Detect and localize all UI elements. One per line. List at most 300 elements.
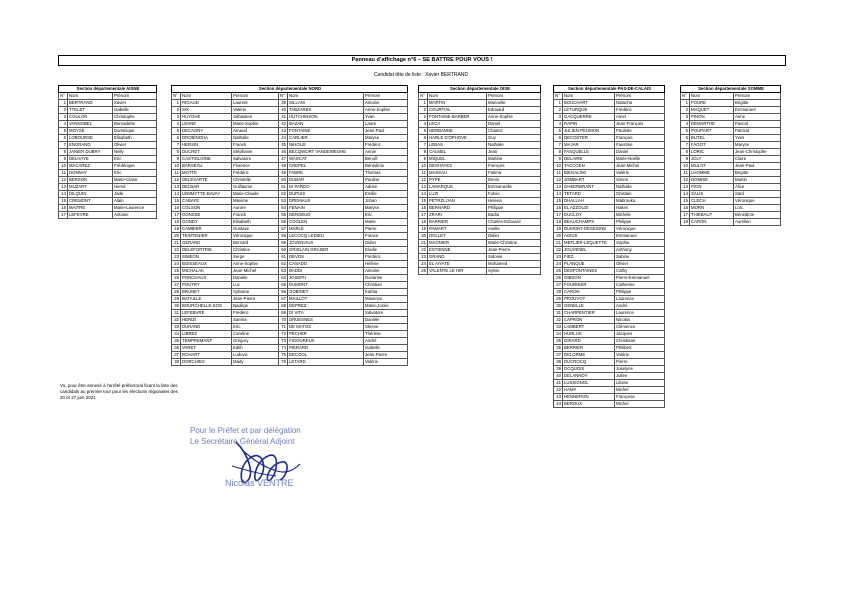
- table-row: [419, 128, 541, 135]
- row-number: 54: [279, 205, 288, 212]
- candidate-firstname: Sylvaine: [232, 289, 279, 296]
- candidate-firstname: Daniel: [615, 149, 665, 156]
- candidate-firstname: Ludovic: [232, 352, 279, 359]
- table-row: [172, 324, 408, 331]
- candidate-firstname: Hervé: [113, 184, 157, 191]
- candidate-surname: COULON: [68, 114, 113, 121]
- candidate-firstname: Nathalie: [487, 142, 541, 149]
- table-row: [419, 247, 541, 254]
- candidate-firstname: Alice: [734, 184, 781, 191]
- candidate-surname: FONTAINE-BARBER: [428, 114, 487, 121]
- table-row: [419, 177, 541, 184]
- candidate-firstname: Michel: [615, 401, 665, 408]
- candidate-surname: DEPREZ: [288, 303, 364, 310]
- candidate-surname: CREMONT: [68, 198, 113, 205]
- candidate-surname: LEBAS: [428, 142, 487, 149]
- row-number: 27: [554, 282, 563, 289]
- table-row: [554, 100, 665, 107]
- candidate-firstname: Saïd: [734, 191, 781, 198]
- row-number: 38: [172, 359, 181, 366]
- table-row: [172, 345, 408, 352]
- candidate-surname: ZRARI: [428, 212, 487, 219]
- candidate-surname: GHEERBRANT: [563, 184, 615, 191]
- candidate-surname: BARRIER: [428, 219, 487, 226]
- candidate-surname: MICHALAK: [181, 268, 232, 275]
- candidate-firstname: Maryse: [364, 135, 408, 142]
- table-row: [554, 247, 665, 254]
- candidate-firstname: Didier: [487, 233, 541, 240]
- row-number: 27: [172, 282, 181, 289]
- candidate-firstname: Nadège: [232, 303, 279, 310]
- candidate-firstname: Nathalie: [232, 135, 279, 142]
- table-row: [554, 254, 665, 261]
- candidate-surname: ENGRAND: [68, 142, 113, 149]
- section-title-row: [59, 86, 157, 93]
- candidate-surname: PION: [690, 184, 734, 191]
- candidate-surname: MASSAU: [428, 170, 487, 177]
- table-row: [681, 184, 781, 191]
- table-row: [172, 142, 408, 149]
- candidate-surname: CASADO: [288, 261, 364, 268]
- row-number: 11: [59, 170, 68, 177]
- column-header-row: [681, 93, 781, 100]
- table-row: [554, 163, 665, 170]
- candidate-firstname: Anne: [734, 114, 781, 121]
- candidate-firstname: François: [615, 135, 665, 142]
- row-number: 24: [554, 261, 563, 268]
- row-number: 10: [172, 163, 181, 170]
- candidate-firstname: François: [487, 163, 541, 170]
- row-number: 4: [419, 121, 428, 128]
- row-number: 40: [554, 373, 563, 380]
- row-number: 6: [681, 135, 690, 142]
- table-row: [59, 142, 157, 149]
- stamp-line-2: Le Secrétaire Général Adjoint: [190, 437, 295, 446]
- candidate-firstname: Ghislain: [615, 191, 665, 198]
- table-row: [419, 100, 541, 107]
- candidate-firstname: Gustave: [232, 226, 279, 233]
- candidate-surname: BOISSEAUX: [181, 261, 232, 268]
- col-header-nom: Nom: [690, 93, 734, 100]
- row-number: 64: [279, 275, 288, 282]
- candidate-firstname: Marie-Noëlle: [615, 156, 665, 163]
- candidate-surname: MIQUEL: [428, 156, 487, 163]
- table-row: [419, 121, 541, 128]
- row-number: 24: [419, 261, 428, 268]
- table-row: [554, 352, 665, 359]
- row-number: 21: [554, 240, 563, 247]
- table-row: [419, 240, 541, 247]
- candidate-surname: BRUNET: [181, 289, 232, 296]
- candidate-firstname: Daniel: [487, 121, 541, 128]
- row-number: 17: [419, 212, 428, 219]
- row-number: 16: [681, 205, 690, 212]
- candidate-surname: DELBAR: [181, 184, 232, 191]
- row-number: 52: [279, 191, 288, 198]
- row-number: 24: [172, 261, 181, 268]
- candidate-firstname: Jean-Pierre: [487, 247, 541, 254]
- candidate-surname: LUZI: [428, 191, 487, 198]
- row-number: 17: [681, 212, 690, 219]
- row-number: 76: [279, 359, 288, 366]
- candidate-firstname: Pascal: [734, 121, 781, 128]
- table-row: [419, 191, 541, 198]
- candidate-surname: LHOMME: [690, 170, 734, 177]
- candidate-firstname: Anne-Sophie: [364, 107, 408, 114]
- candidate-firstname: Bénédicte: [734, 212, 781, 219]
- row-number: 26: [172, 275, 181, 282]
- table-row: [59, 107, 157, 114]
- candidate-firstname: Danièle: [232, 275, 279, 282]
- candidate-firstname: Didier: [364, 240, 408, 247]
- table-row: [554, 177, 665, 184]
- row-number: 5: [681, 128, 690, 135]
- table-row: [59, 156, 157, 163]
- candidate-firstname: Caroline: [232, 331, 279, 338]
- candidate-firstname: Jean-François: [615, 121, 665, 128]
- candidate-surname: GENELLE: [563, 303, 615, 310]
- table-row: [554, 303, 665, 310]
- candidate-surname: DUCLOY: [563, 212, 615, 219]
- row-number: 16: [172, 205, 181, 212]
- col-header-num: N°: [419, 93, 428, 100]
- table-row: [172, 177, 408, 184]
- col-header-num: N°: [279, 93, 288, 100]
- row-number: 69: [279, 310, 288, 317]
- candidate-firstname: France: [364, 233, 408, 240]
- table-row: [554, 317, 665, 324]
- candidate-firstname: Franck: [232, 212, 279, 219]
- table-row: [554, 191, 665, 198]
- candidate-surname: HUYGHE: [181, 114, 232, 121]
- col-header-num: N°: [681, 93, 690, 100]
- candidate-firstname: Sophie: [615, 240, 665, 247]
- candidate-surname: LOBOURSE: [68, 135, 113, 142]
- row-number: 29: [172, 296, 181, 303]
- table-row: [554, 296, 665, 303]
- candidate-surname: DENOEUD: [288, 212, 364, 219]
- candidate-firstname: Maryse: [734, 142, 781, 149]
- candidate-firstname: Clémence: [615, 324, 665, 331]
- table-row: [172, 121, 408, 128]
- page-title: Panneau d’affichage n°6 – SE BATTRE POUR VOUS !: [58, 55, 786, 66]
- candidate-firstname: Thérèse: [364, 331, 408, 338]
- table-row: [681, 156, 781, 163]
- candidate-surname: DONNAY: [68, 170, 113, 177]
- table-row: [419, 163, 541, 170]
- row-number: 39: [279, 100, 288, 107]
- candidate-surname: JANIER DUBRY: [68, 149, 113, 156]
- table-row: [681, 198, 781, 205]
- table-row: [172, 128, 408, 135]
- candidate-surname: LIBREZ: [181, 331, 232, 338]
- candidate-firstname: Laurence: [615, 296, 665, 303]
- row-number: 2: [419, 107, 428, 114]
- col-header-prenom: Prénom: [734, 93, 781, 100]
- candidate-firstname: Manoelle: [487, 100, 541, 107]
- row-number: 26: [554, 275, 563, 282]
- row-number: 62: [279, 261, 288, 268]
- table-row: [554, 282, 665, 289]
- candidate-firstname: Anne-Sophie: [487, 114, 541, 121]
- row-number: 2: [172, 107, 181, 114]
- candidate-firstname: Antoine: [364, 100, 408, 107]
- candidate-surname: HERIZI: [181, 317, 232, 324]
- candidate-surname: DORCHIES: [181, 359, 232, 366]
- candidate-surname: PAMART: [428, 226, 487, 233]
- table-row: [419, 107, 541, 114]
- candidate-firstname: Serge: [232, 254, 279, 261]
- candidate-surname: BERNARD: [428, 205, 487, 212]
- candidate-firstname: Christelle: [232, 177, 279, 184]
- table-row: [681, 135, 781, 142]
- row-number: 41: [554, 380, 563, 387]
- row-number: 46: [279, 149, 288, 156]
- row-number: 11: [419, 170, 428, 177]
- row-number: 57: [279, 226, 288, 233]
- candidate-surname: CABAYE: [181, 198, 232, 205]
- table-row: [554, 268, 665, 275]
- candidate-surname: JOMBART: [563, 177, 615, 184]
- candidate-surname: MAGNIER: [428, 240, 487, 247]
- candidate-surname: DECOOL: [288, 352, 364, 359]
- row-number: 49: [279, 170, 288, 177]
- row-number: 8: [681, 149, 690, 156]
- row-number: 23: [172, 254, 181, 261]
- candidate-firstname: Pierre: [615, 359, 665, 366]
- candidate-firstname: Salvatore: [232, 156, 279, 163]
- table-row: [172, 338, 408, 345]
- candidate-firstname: Paulette: [615, 128, 665, 135]
- table-row: [172, 219, 408, 226]
- candidate-firstname: Amel: [615, 114, 665, 121]
- candidate-firstname: Frédéric: [364, 254, 408, 261]
- candidate-surname: OCQUOIS: [563, 366, 615, 373]
- candidate-firstname: Michel: [615, 387, 665, 394]
- table-row: [59, 205, 157, 212]
- candidate-surname: ROHART: [181, 352, 232, 359]
- candidate-firstname: Véronique: [232, 233, 279, 240]
- candidate-firstname: Frédéric: [232, 310, 279, 317]
- col-header-num: N°: [554, 93, 563, 100]
- table-row: [172, 156, 408, 163]
- table-row: [554, 394, 665, 401]
- row-number: 44: [279, 135, 288, 142]
- section-title: Section départementale OISE: [419, 86, 541, 93]
- candidate-surname: VANNOBEL: [68, 121, 113, 128]
- table-row: [554, 184, 665, 191]
- table-row: [681, 100, 781, 107]
- col-header-num: N°: [59, 93, 68, 100]
- candidate-surname: DEVOS: [288, 254, 364, 261]
- row-number: 25: [419, 268, 428, 275]
- row-number: 18: [419, 219, 428, 226]
- row-number: 21: [172, 240, 181, 247]
- table-row: [172, 233, 408, 240]
- row-number: 23: [554, 254, 563, 261]
- row-number: 73: [279, 338, 288, 345]
- candidate-surname: CARON: [563, 289, 615, 296]
- candidate-surname: MULOT: [690, 163, 734, 170]
- candidate-surname: PROUVOT: [563, 296, 615, 303]
- table-row: [554, 212, 665, 219]
- table-row: [554, 114, 665, 121]
- table-row: [172, 247, 408, 254]
- candidate-surname: SILLANI: [288, 100, 364, 107]
- candidate-surname: BUTEL: [690, 135, 734, 142]
- candidate-surname: DURAND: [181, 324, 232, 331]
- candidate-surname: DECAGNY: [181, 128, 232, 135]
- candidate-surname: THIEBAUT: [690, 212, 734, 219]
- row-number: 1: [554, 100, 563, 107]
- candidate-surname: CAMBIER: [181, 226, 232, 233]
- candidate-surname: MAITRE: [68, 205, 113, 212]
- row-number: 61: [279, 254, 288, 261]
- row-number: 37: [172, 352, 181, 359]
- candidate-firstname: Benoît: [364, 156, 408, 163]
- candidate-surname: DOMISE: [690, 177, 734, 184]
- candidate-firstname: Bernard: [232, 240, 279, 247]
- row-number: 7: [419, 142, 428, 149]
- col-header-nom: Nom: [428, 93, 487, 100]
- candidate-firstname: Anne-Sophie: [232, 261, 279, 268]
- row-number: 22: [172, 247, 181, 254]
- candidate-surname: BEAUCHAMPS: [563, 219, 615, 226]
- row-number: 39: [554, 366, 563, 373]
- table-row: [554, 107, 665, 114]
- candidate-firstname: Christian: [364, 282, 408, 289]
- candidate-firstname: Jean-Michel: [232, 268, 279, 275]
- row-number: 13: [419, 184, 428, 191]
- table-row: [419, 198, 541, 205]
- table-row: [172, 205, 408, 212]
- candidate-surname: AGIUS: [563, 233, 615, 240]
- row-number: 48: [279, 163, 288, 170]
- table-row: [59, 177, 157, 184]
- candidate-firstname: Maxence: [364, 296, 408, 303]
- candidate-firstname: Guillaume: [232, 184, 279, 191]
- candidate-surname: JOUVENEL: [563, 247, 615, 254]
- candidate-surname: DECOSTER: [563, 135, 615, 142]
- row-number: 12: [554, 177, 563, 184]
- candidate-firstname: Danièle: [364, 317, 408, 324]
- candidate-surname: FIEZ: [563, 254, 615, 261]
- candidate-surname: BERTRAND: [68, 100, 113, 107]
- row-number: 31: [554, 310, 563, 317]
- candidate-firstname: Valérie: [232, 107, 279, 114]
- candidate-firstname: Eric: [364, 212, 408, 219]
- table-row: [554, 135, 665, 142]
- table-row: [554, 345, 665, 352]
- candidate-surname: LEFEVRE: [68, 212, 113, 219]
- candidate-firstname: Jean-Paul: [734, 163, 781, 170]
- candidate-firstname: Pierre: [364, 226, 408, 233]
- row-number: 18: [554, 219, 563, 226]
- candidate-firstname: Aurélien: [734, 219, 781, 226]
- table-row: [681, 149, 781, 156]
- candidate-surname: TEINTENIER: [181, 233, 232, 240]
- table-row: [172, 198, 408, 205]
- row-number: 7: [681, 142, 690, 149]
- row-number: 28: [554, 289, 563, 296]
- candidate-firstname: Axelle: [487, 226, 541, 233]
- row-number: 30: [554, 303, 563, 310]
- row-number: 55: [279, 212, 288, 219]
- candidate-firstname: Jean: [487, 149, 541, 156]
- row-number: 21: [419, 240, 428, 247]
- candidate-firstname: Marie-Claire: [113, 177, 157, 184]
- candidate-surname: BADDI: [288, 268, 364, 275]
- candidate-surname: DUMONT-DESEIGNE: [563, 226, 615, 233]
- candidate-surname: DESHAYES: [428, 163, 487, 170]
- candidate-surname: DELAIRE: [563, 156, 615, 163]
- table-row: [172, 310, 408, 317]
- candidate-surname: CAPRON: [563, 317, 615, 324]
- table-row: [681, 212, 781, 219]
- candidate-firstname: Sylvie: [487, 268, 541, 275]
- row-number: 7: [554, 142, 563, 149]
- row-number: 68: [279, 303, 288, 310]
- row-number: 19: [554, 226, 563, 233]
- table-row: [172, 303, 408, 310]
- section-table-oise: [418, 85, 541, 275]
- table-row: [554, 324, 665, 331]
- table-row: [172, 135, 408, 142]
- candidate-surname: LEFEBVRE: [181, 310, 232, 317]
- row-number: 33: [172, 324, 181, 331]
- table-row: [681, 114, 781, 121]
- row-number: 7: [172, 142, 181, 149]
- section-title: Section départementale PAS-DE-CALAIS: [554, 86, 665, 93]
- row-number: 15: [59, 198, 68, 205]
- section-title-row: [172, 86, 408, 93]
- row-number: 50: [279, 177, 288, 184]
- candidate-surname: MAJAR: [563, 142, 615, 149]
- table-row: [59, 121, 157, 128]
- candidate-surname: DREMAUX: [288, 198, 364, 205]
- row-number: 47: [279, 156, 288, 163]
- candidate-surname: RIGAUD: [181, 100, 232, 107]
- column-header-row: [59, 93, 157, 100]
- col-header-num: N°: [172, 93, 181, 100]
- table-row: [172, 226, 408, 233]
- row-number: 43: [279, 128, 288, 135]
- candidate-firstname: Fatima: [487, 170, 541, 177]
- candidate-firstname: Mabrouka: [615, 198, 665, 205]
- table-row: [172, 331, 408, 338]
- candidate-firstname: Catherine: [615, 282, 665, 289]
- candidate-firstname: Elodie: [364, 247, 408, 254]
- row-number: 37: [554, 352, 563, 359]
- candidate-firstname: Bénédicte: [364, 163, 408, 170]
- candidate-firstname: Luc: [232, 282, 279, 289]
- candidate-surname: JOSEPH: [288, 275, 364, 282]
- candidate-surname: MOTTE: [181, 170, 232, 177]
- candidate-firstname: Johan: [364, 198, 408, 205]
- table-row: [419, 170, 541, 177]
- row-number: 75: [279, 352, 288, 359]
- table-row: [554, 380, 665, 387]
- candidate-firstname: Eric: [113, 170, 157, 177]
- row-number: 8: [554, 149, 563, 156]
- row-number: 14: [59, 191, 68, 198]
- candidate-surname: BERRIER: [563, 345, 615, 352]
- candidate-surname: HUTCHINSON: [288, 114, 364, 121]
- candidate-surname: GRISLAIN GRASER: [288, 247, 364, 254]
- row-number: 3: [681, 114, 690, 121]
- table-row: [419, 184, 541, 191]
- candidate-surname: BIEGALSKI: [563, 170, 615, 177]
